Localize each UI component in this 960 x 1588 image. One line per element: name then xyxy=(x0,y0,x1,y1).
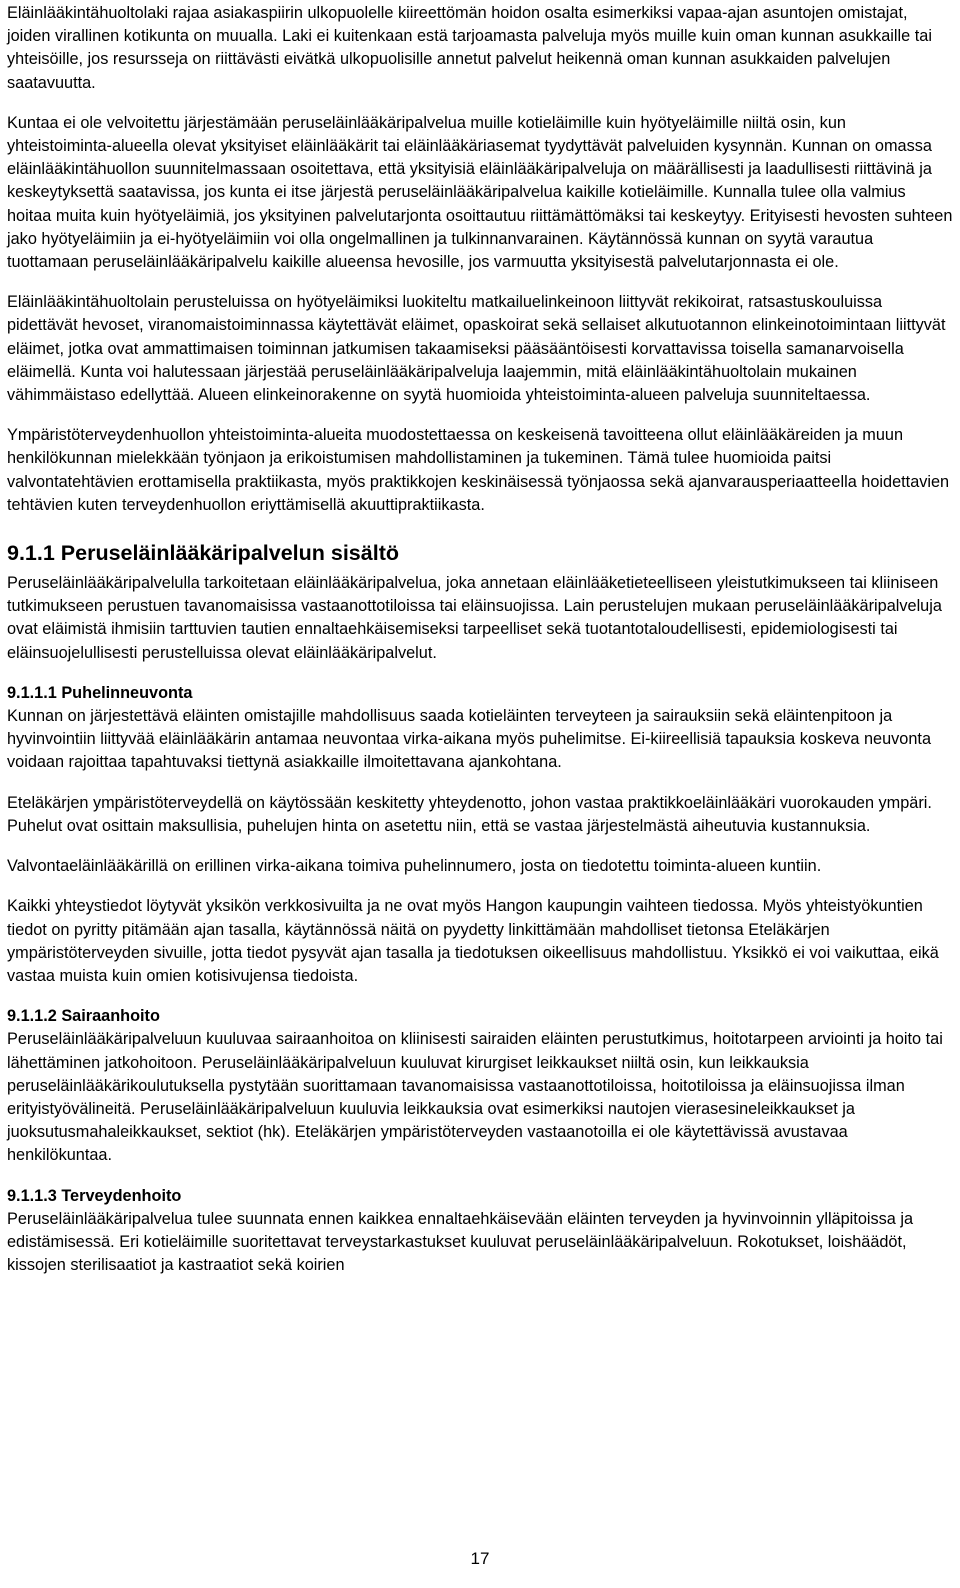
subsection-heading-sairaanhoito: 9.1.1.2 Sairaanhoito xyxy=(7,1007,160,1026)
paragraph-keskitetty-yhteydenotto: Eteläkärjen ympäristöterveydellä on käytössään keskitetty yhteydenotto, johon vastaa praktikkoeläinlääkäri vuorokauden ympäri. Puhelut ovat osittain maksullisia, puhelujen hinta on asetettu niin, että se vastaa järjestelmästä aiheutuvia kustannuksia. xyxy=(7,793,932,835)
paragraph-valvontaelainlaakari: Valvontaeläinlääkärillä on erillinen virka-aikana toimiva puhelinnumero, josta on tiedotettu toiminta-alueen kuntiin. xyxy=(7,857,822,876)
subsection-heading-puhelinneuvonta: 9.1.1.1 Puhelinneuvonta xyxy=(7,683,193,702)
section-heading-peruselainlaakaripalvelun-sisalto: 9.1.1 Peruseläinlääkäripalvelun sisältö xyxy=(7,541,399,566)
paragraph-sairaanhoito: Peruseläinlääkäripalveluun kuuluvaa sairaanhoitoa on kliinisesti sairaiden eläinten perustutkimus, hoitotarpeen arviointi ja hoito tai lähettäminen jatkohoitoon. Peruseläinlääkäripalveluun kuuluvat kirurgiset leikkaukset niiltä osin, kun leikkauksia peruseläinlääkärikoulutuksella pystytään suorittamaan tavanomaisissa vastaanottotiloissa, hoitotiloissa ja eläinsuojissa ilman erityistyövälineitä. Peruseläinlääkäripalveluun kuuluvia leikkauksia ovat esimerkiksi nautojen vierasesineleikkaukset ja juoksutusmahaleikkaukset, sektiot (hk). Eteläkärjen ympäristöterveyden vastaanotoilla ei ole käytettävissä avustavaa henkilökuntaa. xyxy=(7,1030,943,1165)
page-number: 17 xyxy=(470,1549,490,1568)
paragraph-asiakaspiiri: Eläinlääkintähuoltolaki rajaa asiakaspiirin ulkopuolelle kiireettömän hoidon osalta esimerkiksi vapaa-ajan asuntojen omistajat, joiden virallinen kotikunta on muualla. Laki ei kuitenkaan estä tarjoamasta palveluja myös muille kuin oman kunnan asukkaille tai yhteisöille, jos resursseja on riittävästi eivätkä ulkopuolisille annetut palvelut heikennä oman kunnan asukkaiden palvelujen saatavuutta. xyxy=(7,4,932,92)
paragraph-tyonjako: Ympäristöterveydenhuollon yhteistoiminta-alueita muodostettaessa on keskeisenä tavoitteena ollut eläinlääkäreiden ja muun henkilökunnan mielekkään työnjaon ja erikoistumisen mahdollistaminen ja tukeminen. Tämä tulee huomioida paitsi valvontatehtävien erottamisella praktiikasta, myös praktikkojen keskinäisessä työnjaossa sekä ajanvarausperiaatteella hoidettavien tehtävien kuten terveydenhuollon eriyttämisellä akuuttipraktiikasta. xyxy=(7,426,950,514)
document-page xyxy=(7,2,953,1277)
paragraph-peruselainlaakaripalvelu: Peruseläinlääkäripalvelulla tarkoitetaan eläinlääkäripalvelua, joka annetaan eläinlääketieteelliseen yleistutkimukseen tai kliiniseen tutkimukseen perustuen tavanomaisissa vastaanottotiloissa tai eläinsuojissa. Lain perustelujen mukaan peruseläinlääkäripalveluja ovat eläimistä ihmisiin tarttuvien tautien ennaltaehkäisemiseksi tarpeelliset sekä tuotantotaloudellisesti, epidemiologisesti tai eläinsuojelullisesti perustelluissa olevat eläinlääkäripalvelut. xyxy=(7,574,942,662)
paragraph-kunnan-velvoite: Kuntaa ei ole velvoitettu järjestämään peruseläinlääkäripalvelua muille kotieläimille kuin hyötyeläimille niiltä osin, kun yhteistoiminta-alueella olevat yksityiset eläinlääkärit tai eläinlääkäriasemat tyydyttävät palveluiden kysynnän. Kunnan on omassa eläinlääkintähuollon suunnitelmassaan osoitettava, että yksityisiä eläinlääkäripalveluja on määrällisesti ja laadullisesti riittävinä ja keskeytyksettä saatavissa, jos kunta ei itse järjestä peruseläinlääkäripalvelua kaikille kotieläimille. Kunnalla tulee olla valmius hoitaa muita kuin hyötyeläimiä, jos yksityinen palvelutarjonta osoittautuu riittämättömäksi tai keskeytyy. Erityisesti hevosten suhteen jako hyötyeläimiin ja ei-hyötyeläimiin voi olla ongelmallinen ja tulkinnanvarainen. Käytännössä kunnan on syytä varautua tuottamaan peruseläinlääkäripalvelu kaikille alueensa hevosille, jos varmuutta yksityisestä palvelutarjonnasta ei ole. xyxy=(7,113,953,272)
paragraph-hyotyelaimet: Eläinlääkintähuoltolain perusteluissa on hyötyeläimiksi luokiteltu matkailuelinkeinoon liittyvät rekikoirat, ratsastuskouluissa pidettävät hevoset, viranomaistoiminnassa käytettävät eläimet, opaskoirat sekä sellaiset alkutuotannon elinkeinotoimintaan liittyvät eläimet, jotka ovat ammattimaisen toiminnan jatkumisen takaamiseksi pääsääntöisesti korvattavissa toisella samanarvoisella eläimellä. Kunta voi halutessaan järjestää peruseläinlääkäripalveluja laajemmin, mitä eläinlääkintähuoltolain mukainen vähimmäistaso edellyttää. Alueen elinkeinorakenne on syytä huomioida yhteistoiminta-alueen palveluja suunniteltaessa. xyxy=(7,293,946,405)
paragraph-yhteystiedot: Kaikki yhteystiedot löytyvät yksikön verkkosivuilta ja ne ovat myös Hangon kaupungin vaihteen tiedossa. Myös yhteistyökuntien tiedot on pyritty pitämään ajan tasalla, käytännössä näitä on pyydetty linkittämään mahdolliset tietonsa Eteläkärjen ympäristöterveyden sivuille, jotta tiedot pysyvät ajan tasalla ja tiedotuksen oikeellisuus mahdollistuu. Yksikkö ei voi vaikuttaa, eikä vastaa muista kuin omien kotisivujensa tiedoista. xyxy=(7,897,939,985)
subsection-heading-terveydenhoito: 9.1.1.3 Terveydenhoito xyxy=(7,1186,182,1205)
paragraph-terveydenhoito: Peruseläinlääkäripalvelua tulee suunnata ennen kaikkea ennaltaehkäisevään eläinten terveyden ja hyvinvoinnin ylläpitoissa ja edistämisessä. Eri kotieläimille suoritettavat terveystarkastukset kuuluvat peruseläinlääkäripalveluun. Rokotukset, loishäädöt, kissojen sterilisaatiot ja kastraatiot sekä koirien xyxy=(7,1209,914,1275)
paragraph-puhelinneuvonta: Kunnan on järjestettävä eläinten omistajille mahdollisuus saada kotieläinten terveyteen ja sairauksiin sekä eläintenpitoon ja hyvinvointiin liittyvää eläinlääkärin antamaa neuvontaa virka-aikana myös puhelimitse. Ei-kiireellisiä tapauksia koskeva neuvonta voidaan rajoittaa tapahtuvaksi tiettynä asiakkaille ilmoitettavana ajankohtana. xyxy=(7,707,931,772)
